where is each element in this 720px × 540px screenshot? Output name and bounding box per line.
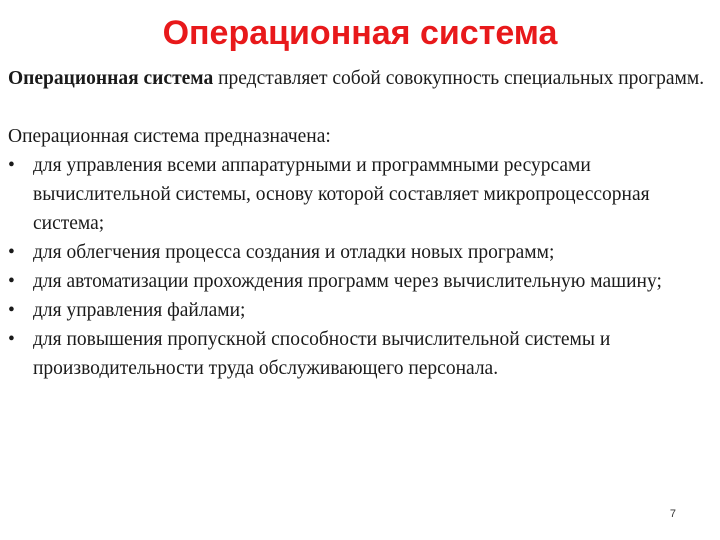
purpose-lead: Операционная система предназначена: [8, 126, 331, 147]
list-item [8, 238, 708, 267]
list-item-text: для управления файлами; [33, 300, 246, 321]
list-item-text: для облегчения процесса создания и отладки новых программ; [33, 242, 555, 263]
list-item [8, 267, 708, 296]
list-item [8, 296, 708, 325]
bullet-icon: • [8, 155, 15, 176]
bullet-icon: • [8, 329, 15, 350]
bullet-icon: • [8, 242, 15, 263]
list-item-text: для управления всеми аппаратурными и программными ресурсами вычислительной системы, основу которой составляет микропроцессорная система; [33, 155, 650, 234]
list-item-text: для автоматизации прохождения программ через вычислительную машину; [33, 271, 662, 292]
slide-title: Операционная система [162, 14, 558, 52]
page-number: 7 [669, 508, 676, 520]
list-item [8, 325, 708, 383]
bullet-icon: • [8, 300, 15, 321]
bullet-icon: • [8, 271, 15, 292]
intro-text: представляет собой совокупность специальных программ. [213, 68, 705, 89]
slide-body [8, 64, 708, 383]
list-item-text: для повышения пропускной способности вычислительной системы и производительности труда обслуживающего персонала. [33, 329, 611, 379]
list-item [8, 151, 708, 238]
intro-bold-term: Операционная система [8, 68, 214, 89]
purpose-list [8, 151, 708, 383]
intro-paragraph [8, 64, 708, 93]
